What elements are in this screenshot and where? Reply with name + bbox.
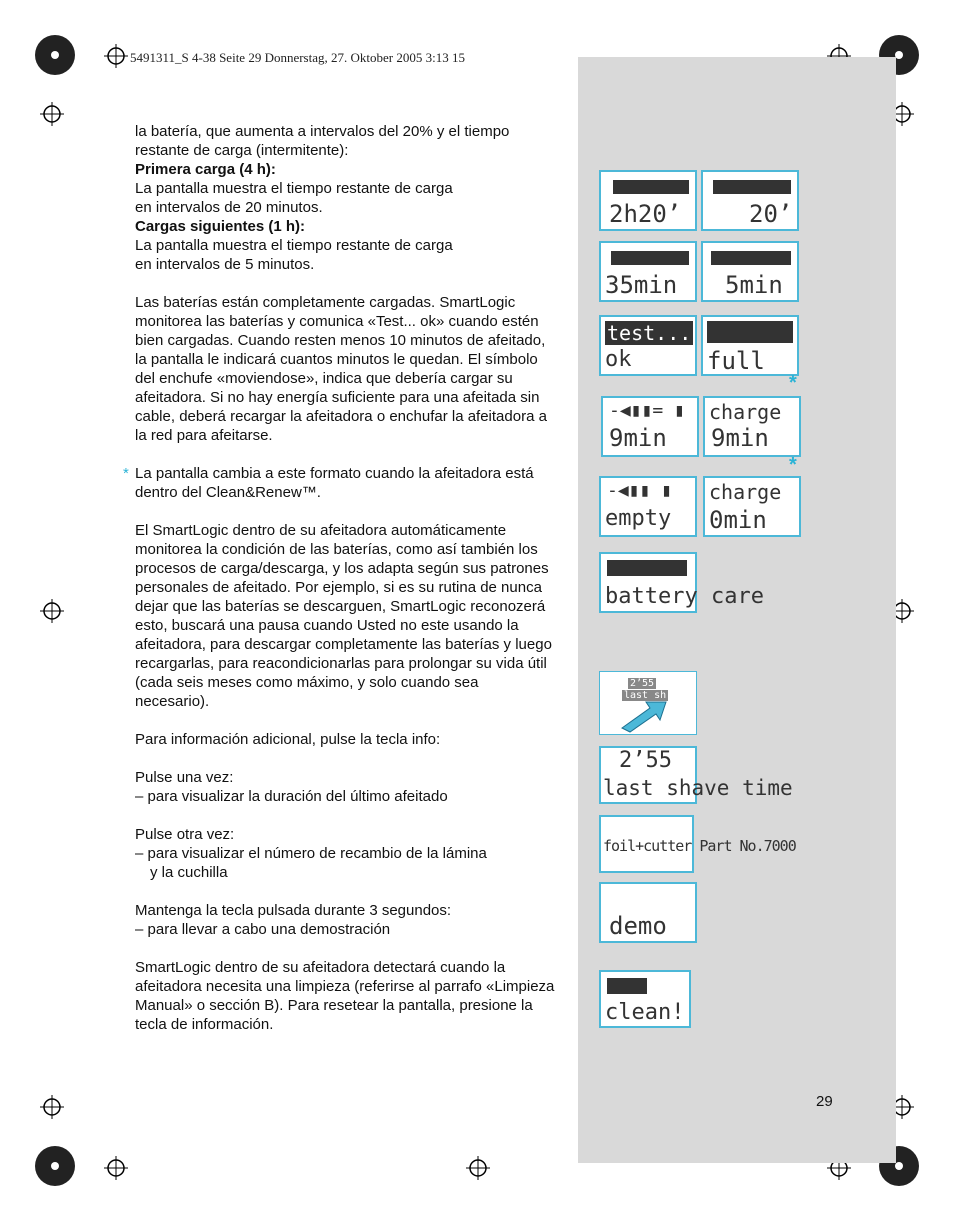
asterisk-marker: * (789, 454, 797, 476)
first-charge-line2: en intervalos de 20 minutos. (135, 199, 323, 216)
plug-icon: -◀▮▮ ▮ (607, 480, 673, 501)
lcd-last-shave-time: 2’55 last shave time (599, 746, 697, 804)
battery-bar-icon (711, 251, 791, 265)
registration-mark-icon (104, 44, 128, 68)
next-charge-line1: La pantalla muestra el tiempo restante de carga (135, 237, 453, 254)
body-text (123, 122, 555, 1034)
lcd-clean: clean! (599, 970, 691, 1028)
pointing-arrow-icon (620, 698, 670, 734)
asterisk-note (123, 464, 555, 502)
paragraph-intro: la batería, que aumenta a intervalos del 20% y el tiempo restante de carga (intermitente): (135, 123, 510, 159)
registration-mark-icon (40, 599, 64, 623)
hold-key-item: – para llevar a cabo una demostración (135, 921, 391, 938)
print-sunburst-icon (34, 1145, 76, 1187)
battery-bar-icon (607, 560, 687, 576)
hold-key: Mantenga la tecla pulsada durante 3 segundos: (135, 902, 452, 919)
battery-bar-icon (611, 251, 689, 265)
registration-mark-icon (466, 1156, 490, 1180)
shaver-info-button-illustration: 2’55 last sh (599, 671, 697, 735)
press-again-item-line2: y la cuchilla (150, 864, 228, 881)
press-again: Pulse otra vez: (135, 826, 235, 843)
paragraph-info: Para información adicional, pulse la tecla info: (135, 731, 441, 748)
registration-mark-icon (40, 1095, 64, 1119)
lcd-test-ok: test... ok (599, 315, 697, 376)
lcd-empty: -◀▮▮ ▮ empty (599, 476, 697, 537)
lcd-full: full (701, 315, 799, 376)
lcd-charge-0min: charge 0min (703, 476, 801, 537)
print-sunburst-icon (34, 34, 76, 76)
lcd-first-charge: 2h20’ (599, 170, 697, 231)
next-charge-title: Cargas siguientes (1 h): (135, 218, 306, 235)
registration-mark-icon (104, 1156, 128, 1180)
battery-bar-icon (713, 180, 791, 194)
paragraph-full: Las baterías están completamente cargadas. SmartLogic monitorea las baterías y comunica «Test... ok» cuando estén bien cargadas. Cuando resten menos 10 minutos de afeitado, la pantalla le indicará cuantos minutos le quedan. El símbolo del enchufe «moviendose», indica que debería cargar su afeitadora. Si no hay energía suficiente para una afeitada sin cable, deberá recargar la afeitadora o enchufar la afeitadora a la red para afeitarse. (135, 294, 547, 444)
battery-bar-icon (613, 180, 689, 194)
asterisk-marker: * (789, 372, 797, 394)
paragraph-smartlogic: El SmartLogic dentro de su afeitadora automáticamente monitorea la condición de las baterías, como así también los procesos de carga/descarga, y los adapta según sus patrones personales de afeitado. Por ejemplo, si es su rutina de nunca dejar que las baterías se descarguen, SmartLogic reconozerá esto, buscará una pausa cuando Usted no este usando la afeitadora, para descargar completamente las baterías y luego recargarlas, para reacondicionarlas para prolongar su vida útil (cada seis meses como máximo, y solo cuando sea necesario). (135, 522, 552, 710)
battery-bar-icon (607, 978, 647, 994)
lcd-first-charge-remaining: 20’ (701, 170, 799, 231)
lcd-next-charge: 35min (599, 241, 697, 302)
press-again-item-line1: – para visualizar el número de recambio de la lámina (135, 845, 487, 862)
print-header: 5491311_S 4-38 Seite 29 Donnerstag, 27. Oktober 2005 3:13 15 (130, 50, 465, 65)
paragraph-clean: SmartLogic dentro de su afeitadora detectará cuando la afeitadora necesita una limpieza (referirse al parrafo «Limpieza Manual» o sección B). Para resetear la pantalla, presione la tecla de información. (135, 959, 555, 1033)
plug-icon: -◀▮▮= ▮ (609, 400, 685, 421)
battery-bar-icon (707, 321, 793, 343)
first-charge-line1: La pantalla muestra el tiempo restante de carga (135, 180, 453, 197)
lcd-foil-cutter-part: foil+cutter Part No.7000 (599, 815, 694, 873)
paragraph-clean-renew: La pantalla cambia a este formato cuando la afeitadora está dentro del Clean&Renew™. (135, 465, 534, 501)
press-once: Pulse una vez: (135, 769, 234, 786)
press-once-item: – para visualizar la duración del último afeitado (135, 788, 448, 805)
registration-mark-icon (40, 102, 64, 126)
lcd-battery-care: battery care (599, 552, 697, 613)
asterisk-marker: * (123, 465, 129, 482)
next-charge-line2: en intervalos de 5 minutos. (135, 256, 315, 273)
lcd-plug-warning: -◀▮▮= ▮ 9min (601, 396, 699, 457)
first-charge-title: Primera carga (4 h): (135, 161, 276, 178)
page-number: 29 (816, 1093, 833, 1110)
lcd-next-charge-remaining: 5min (701, 241, 799, 302)
lcd-charge-9min: charge 9min (703, 396, 801, 457)
lcd-demo: demo (599, 882, 697, 943)
